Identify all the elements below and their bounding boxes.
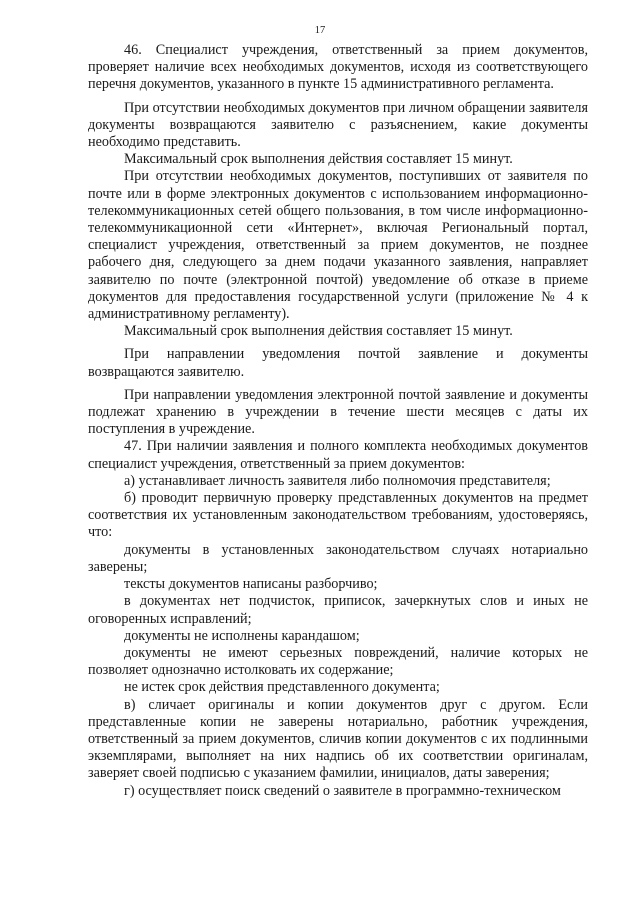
page-number: 17 [314,25,326,36]
paragraph: При отсутствии необходимых документов, поступивших от заявителя по почте или в форме электронных документов с использованием информационно-телекоммуникационных сетей общего пользования, в том числе информационно-телекоммуникационной сети «Интернет», включая Региональный портал, специалист учреждения, ответственный за прием документов, не позднее рабочего дня, следующего за днем подачи указанного заявления, направляет заявителю по почте (электронной почтой) уведомление об отказе в приеме документов для предоставления государственной услуги (приложение № 4 к административному регламенту). [88,168,588,323]
paragraph: Максимальный срок выполнения действия составляет 15 минут. [124,151,513,168]
paragraph-46: 46. Специалист учреждения, ответственный за прием документов, проверяет наличие всех необходимых документов, исходя из соответствующего перечня документов, указанного в пункте 15 административного регламента. [88,42,588,93]
paragraph: Максимальный срок выполнения действия составляет 15 минут. [124,323,513,340]
paragraph: При отсутствии необходимых документов при личном обращении заявителя документы возвращаются заявителю с разъяснением, какие документы необходимо представить. [88,99,588,151]
list-item: документы не имеют серьезных повреждений, наличие которых не позволяет однозначно истолковать их содержание; [88,644,588,679]
list-item: документы в установленных законодательством случаях нотариально заверены; [88,541,588,575]
list-item: тексты документов написаны разборчиво; [124,576,378,593]
paragraph: При направлении уведомления электронной почтой заявление и документы подлежат хранению в учреждении в течение шести месяцев с даты их поступления в учреждение. [88,386,588,438]
list-item: в) сличает оригиналы и копии документов друг с другом. Если представленные копии не заверены нотариально, работник учреждения, ответственный за прием документов, сличив копии документов с их подлинными экземплярами, выполняет на них надпись об их соответствии оригиналам, заверяет своей подписью с указанием фамилии, инициалов, даты заверения; [88,696,588,782]
paragraph-47: 47. При наличии заявления и полного комплекта необходимых документов специалист учреждения, ответственный за прием документов: [88,438,588,472]
list-item: г) осуществляет поиск сведений о заявителе в программно-техническом [124,782,561,799]
document-body [88,42,588,800]
list-item: документы не исполнены карандашом; [124,627,360,644]
list-item: не истек срок действия представленного документа; [124,679,440,696]
list-item: а) устанавливает личность заявителя либо полномочия представителя; [124,472,551,489]
list-item: в документах нет подчисток, приписок, зачеркнутых слов и иных не оговоренных исправлений; [88,593,588,627]
paragraph: При направлении уведомления почтой заявление и документы возвращаются заявителю. [88,346,588,380]
list-item: б) проводит первичную проверку представленных документов на предмет соответствия их установленным законодательством требованиям, удостоверяясь, что: [88,490,588,541]
